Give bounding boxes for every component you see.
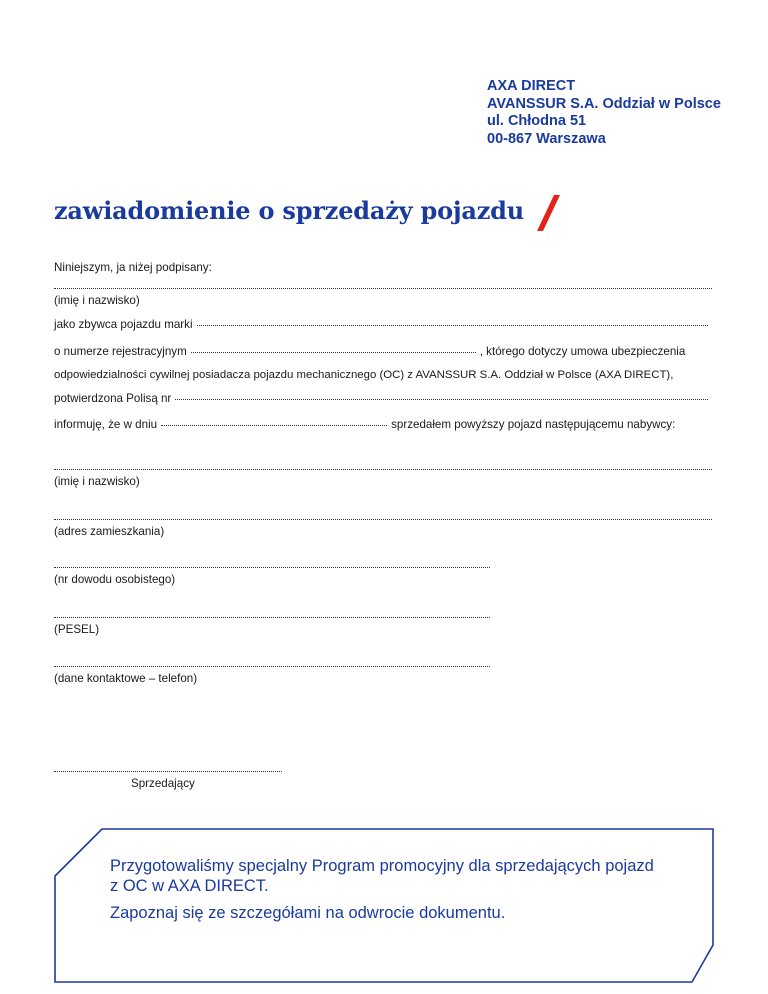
seller-name-label: (imię i nazwisko)	[54, 294, 140, 307]
vehicle-make-label: jako zbywca pojazdu marki	[54, 318, 193, 331]
intro-text: Niniejszym, ja niżej podpisany:	[54, 261, 212, 274]
buyer-id-label: (nr dowodu osobistego)	[54, 573, 176, 586]
buyer-pesel-label: (PESEL)	[54, 623, 100, 636]
buyer-name-label: (imię i nazwisko)	[54, 475, 140, 488]
sale-date-field[interactable]	[161, 425, 387, 426]
registration-label: o numerze rejestracyjnym	[54, 345, 187, 358]
promo-line-1: Przygotowaliśmy specjalny Program promocyjny dla sprzedających pojazd	[110, 857, 654, 875]
insurer-address	[487, 78, 721, 148]
buyer-address-field[interactable]	[54, 519, 712, 520]
address-line-3: ul. Chłodna 51	[487, 113, 587, 129]
policy-label: potwierdzona Polisą nr	[54, 392, 172, 405]
registration-field[interactable]	[191, 352, 476, 353]
seller-name-field[interactable]	[54, 288, 712, 289]
buyer-pesel-field[interactable]	[54, 617, 490, 618]
sale-date-suffix: sprzedałem powyższy pojazd następującemu nabywcy:	[391, 418, 676, 431]
policy-row	[54, 392, 712, 405]
sale-date-label: informuję, że w dniu	[54, 418, 158, 431]
policy-number-field[interactable]	[175, 399, 708, 400]
red-slash-icon	[537, 195, 561, 231]
buyer-contact-label: (dane kontaktowe – telefon)	[54, 672, 198, 685]
address-line-2: AVANSSUR S.A. Oddział w Polsce	[487, 95, 721, 112]
seller-signature-field[interactable]	[54, 771, 282, 772]
promo-line-3: Zapoznaj się ze szczegółami na odwrocie dokumentu.	[110, 904, 506, 922]
buyer-contact-field[interactable]	[54, 666, 490, 667]
vehicle-make-field[interactable]	[197, 325, 708, 326]
buyer-address-label: (adres zamieszkania)	[54, 525, 165, 538]
promo-line-2: z OC w AXA DIRECT.	[110, 877, 269, 895]
seller-signature-label: Sprzedający	[131, 777, 195, 790]
document-title: zawiadomienie o sprzedaży pojazdu	[54, 196, 525, 225]
vehicle-make-row	[54, 318, 712, 331]
address-line-4: 00-867 Warszawa	[487, 130, 606, 147]
oc-text: odpowiedzialności cywilnej posiadacza pojazdu mechanicznego (OC) z AVANSSUR S.A. Oddział w Polsce (AXA DIRECT),	[54, 369, 674, 381]
registration-suffix: , którego dotyczy umowa ubezpieczenia	[479, 345, 686, 358]
buyer-name-field[interactable]	[54, 469, 712, 470]
registration-row	[54, 345, 712, 358]
buyer-id-field[interactable]	[54, 567, 490, 568]
sale-date-row	[54, 418, 712, 431]
address-line-1: AXA DIRECT	[487, 78, 576, 94]
